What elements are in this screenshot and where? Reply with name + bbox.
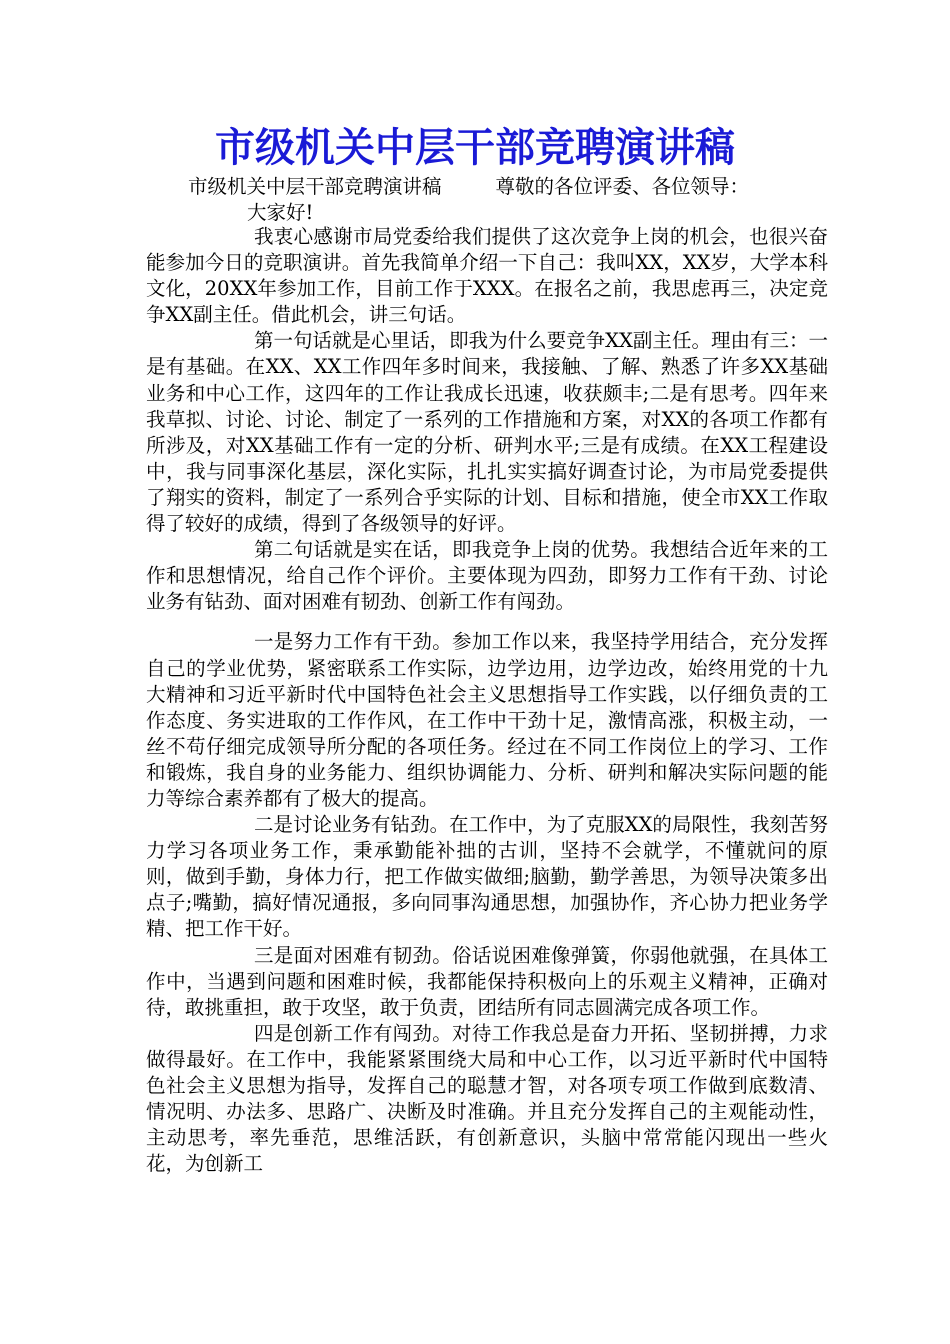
paragraph: 四是创新工作有闯劲。对待工作我总是奋力开拓、坚韧拼搏，力求做得最好。在工作中，我能紧紧围绕大局和中心工作，以习近平新时代中国特色社会主义思想为指导，发挥自己的聪慧才智，对各项专项工作做到底数清、情况明、办法多、思路广、决断及时准确。并且充分发挥自己的主观能动性，主动思考，率先垂范，思维活跃，有创新意识，头脑中常常能闪现出一些火花，为创新工 [146, 1021, 828, 1176]
document-subtitle-line [188, 174, 749, 200]
subtitle-left: 市级机关中层干部竞聘演讲稿 [188, 175, 442, 198]
subtitle-right: 尊敬的各位评委、各位领导： [495, 175, 750, 198]
greeting: 大家好! [247, 201, 314, 224]
paragraph: 第一句话就是心里话，即我为什么要竞争XX副主任。理由有三：一是有基础。在XX、XX工作四年多时间来，我接触、了解、熟悉了许多XX基础业务和中心工作，这四年的工作让我成长迅速，收获颇丰;二是有思考。四年来我草拟、讨论、讨论、制定了一系列的工作措施和方案，对XX的各项工作都有所涉及，对XX基础工作有一定的分析、研判水平;三是有成绩。在XX工程建设中，我与同事深化基层，深化实际，扎扎实实搞好调查讨论，为市局党委提供了翔实的资料，制定了一系列合乎实际的计划、目标和措施，使全市XX工作取得了较好的成绩，得到了各级领导的好评。 [146, 329, 828, 536]
paragraph: 一是努力工作有干劲。参加工作以来，我坚持学用结合，充分发挥自己的学业优势，紧密联系工作实际，边学边用，边学边改，始终用党的十九大精神和习近平新时代中国特色社会主义思想指导工作实践，以仔细负责的工作态度、务实进取的工作作风，在工作中干劲十足，激情高涨，积极主动，一丝不苟仔细完成领导所分配的各项任务。经过在不同工作岗位上的学习、工作和锻炼，我自身的业务能力、组织协调能力、分析、研判和解决实际问题的能力等综合素养都有了极大的提高。 [146, 630, 828, 810]
paragraph: 三是面对困难有韧劲。俗话说困难像弹簧，你弱他就强，在具体工作中，当遇到问题和困难时候，我都能保持积极向上的乐观主义精神，正确对待，敢挑重担，敢于攻坚，敢于负责，团结所有同志圆满完成各项工作。 [146, 943, 828, 1019]
document-title: 市级机关中层干部竞聘演讲稿 [215, 124, 735, 171]
paragraph: 第二句话就是实在话，即我竞争上岗的优势。我想结合近年来的工作和思想情况，给自己作个评价。主要体现为四劲，即努力工作有干劲、讨论业务有钻劲、面对困难有韧劲、创新工作有闯劲。 [146, 538, 828, 614]
paragraph: 二是讨论业务有钻劲。在工作中，为了克服XX的局限性，我刻苦努力学习各项业务工作，秉承勤能补拙的古训，坚持不会就学，不懂就问的原则，做到手勤，身体力行，把工作做实做细;脑勤，勤学善思，为领导决策多出点子;嘴勤，搞好情况通报，多向同事沟通思想，加强协作，齐心协力把业务学精、把工作干好。 [146, 813, 828, 941]
paragraph: 我衷心感谢市局党委给我们提供了这次竞争上岗的机会，也很兴奋能参加今日的竞职演讲。首先我简单介绍一下自己：我叫XX，XX岁，大学本科文化，20XX年参加工作，目前工作于XXX。在报名之前，我思虑再三，决定竞争XX副主任。借此机会，讲三句话。 [146, 225, 828, 327]
document-body [146, 224, 828, 1177]
